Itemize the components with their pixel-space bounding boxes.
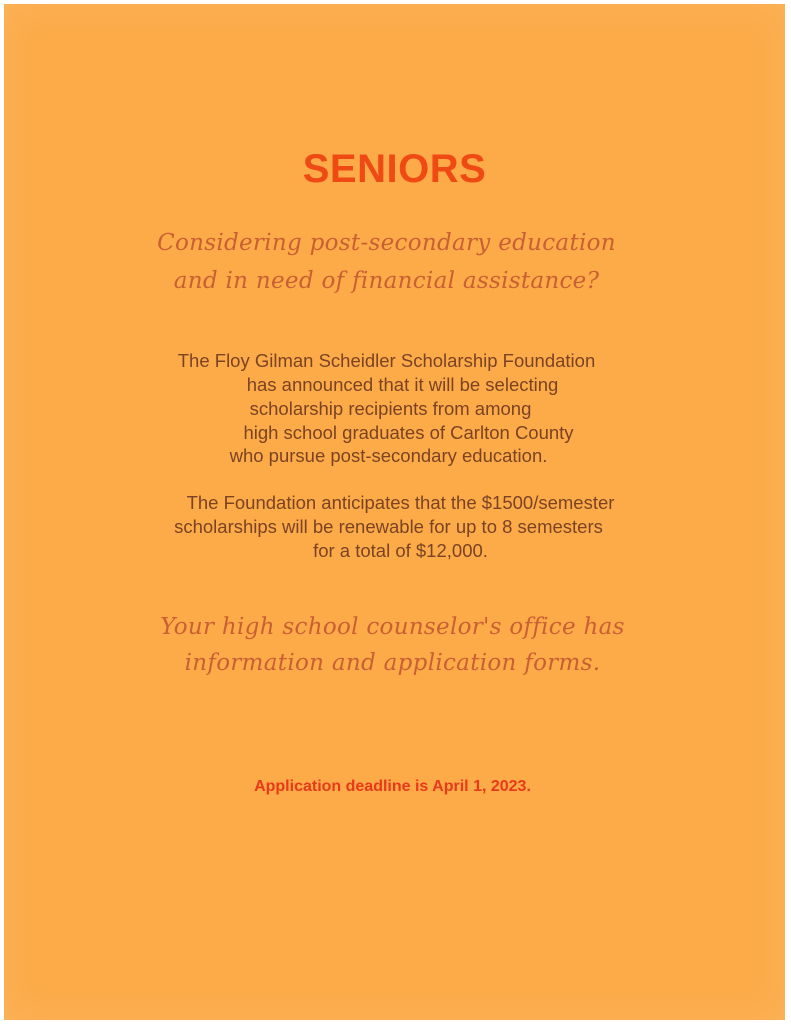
flyer-title: SENIORS [302, 147, 487, 191]
counselor-line-2: information and application forms. [184, 650, 601, 676]
question-line-1: Considering post-secondary education [157, 230, 616, 256]
flyer-page [4, 4, 785, 1020]
announcement-line-5: who pursue post-secondary education. [229, 445, 548, 466]
counselor-line-1: Your high school counselor's office has [160, 614, 625, 640]
announcement-line-2: has announced that it will be selecting [246, 374, 559, 395]
announcement-line-4: high school graduates of Carlton County [243, 422, 574, 443]
amount-line-3: for a total of $12,000. [313, 540, 488, 561]
application-deadline: Application deadline is April 1, 2023. [254, 778, 531, 795]
amount-line-1: The Foundation anticipates that the $1500/semester [186, 492, 615, 513]
question-line-2: and in need of financial assistance? [173, 268, 600, 294]
amount-line-2: scholarships will be renewable for up to 8 semesters [174, 516, 603, 537]
announcement-line-3: scholarship recipients from among [249, 398, 532, 419]
announcement-line-1: The Floy Gilman Scheidler Scholarship Foundation [177, 350, 596, 371]
